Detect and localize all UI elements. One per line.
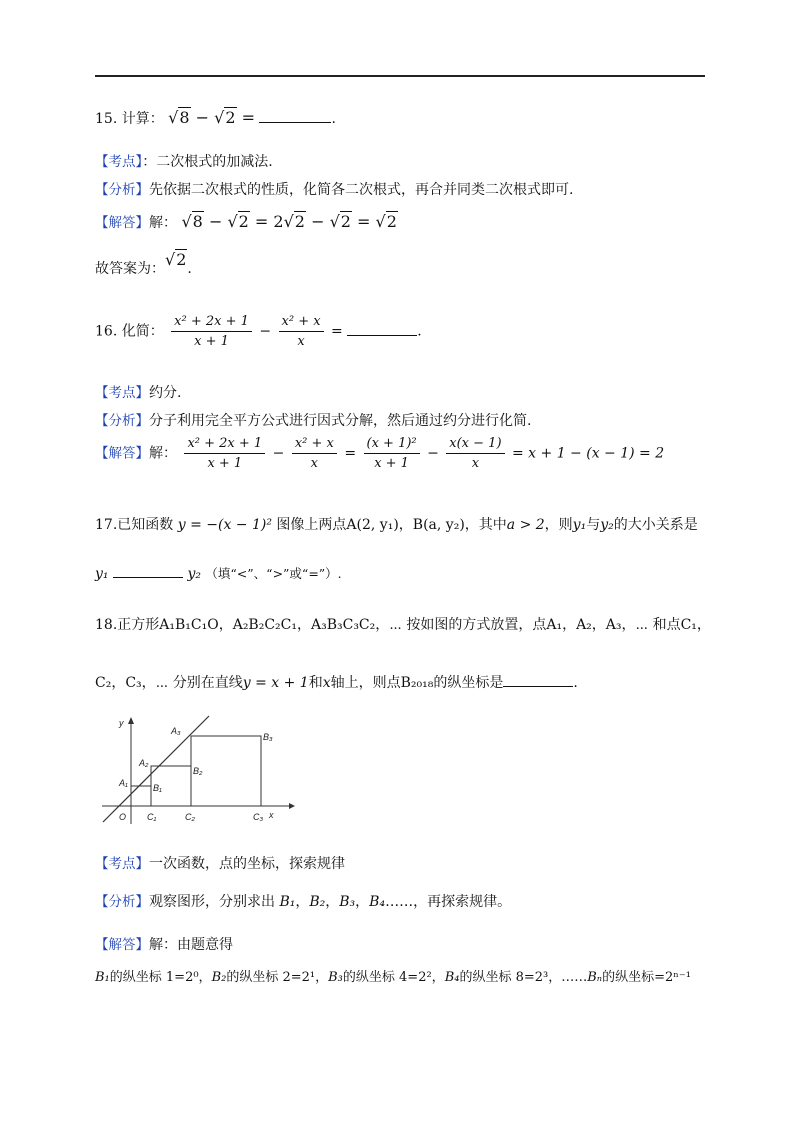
kaodian-tag: 【考点】 (95, 856, 149, 872)
question-number: 18. (95, 617, 118, 633)
label-O: O (119, 812, 127, 822)
q17-line2: y₁ y₂ （填“<”、“>”或“=”）. (95, 566, 342, 582)
fraction: $\frac{\text{(x + 1)²}}{x + 1}$ (364, 436, 420, 471)
fraction: $\frac{\text{x² + x}}{x}$ (279, 314, 324, 349)
label-B1: B₁ (153, 783, 162, 793)
label-C2: C₂ (185, 812, 195, 822)
label-A1: A₁ (119, 778, 128, 788)
fraction: $\frac{\text{x² + 2x + 1}}{x + 1}$ (171, 314, 252, 349)
solution-expression: √8 − √2 = 2√2 − √2 = √2 (181, 212, 397, 231)
label-A2: A₂ (139, 758, 149, 768)
q15-stem: 15. 计算： √8 − √2 = . (95, 108, 336, 127)
squares-figure (97, 712, 297, 832)
q18-result: B₁的纵坐标 1=2⁰，B₂的纵坐标 2=2¹，B₃的纵坐标 4=2²，B₄的纵坐标 8=2³，……Bₙ的纵坐标=2ⁿ⁻¹ (95, 970, 691, 985)
fraction: $\frac{\text{x² + x}}{x}$ (292, 436, 337, 471)
question-number: 15. (95, 111, 118, 127)
jieda-tag: 【解答】 (95, 937, 149, 953)
question-prompt: 计算： (121, 111, 164, 127)
expression: √8 − √2 = (168, 108, 256, 127)
answer-blank (113, 577, 183, 578)
jieda-tag: 【解答】 (95, 445, 149, 462)
fraction: $\frac{\text{x² + 2x + 1}}{x + 1}$ (184, 436, 265, 471)
q15-jieda: 【解答】解： √8 − √2 = 2√2 − √2 = √2 (95, 212, 397, 231)
x-axis-arrow (289, 803, 295, 809)
question-number: 16. (95, 323, 118, 340)
label-A3: A₃ (171, 726, 181, 736)
header-rule (95, 75, 705, 77)
q18-kaodian: 【考点】一次函数，点的坐标，探索规律 (95, 856, 345, 872)
solution-tail: = x + 1 − (x − 1) = 2 (511, 445, 665, 462)
answer-blank (347, 335, 417, 336)
q15-kaodian: 【考点】：二次根式的加减法. (95, 154, 273, 170)
q16-jieda: 【解答】解： $\frac{\text{x² + 2x + 1}}{x + 1}$ − $\frac{\text{x² + x}}{x}$ = $\frac{\text{(x + 1)²}}{x + 1}$ − $\frac{x(x - 1)}{x}$ = x + 1 − (x − 1) = 2 (95, 436, 665, 471)
square-1 (131, 786, 151, 806)
fenxi-tag: 【分析】 (95, 182, 149, 198)
fenxi-tag: 【分析】 (95, 413, 149, 429)
q15-answer: 故答案为：√2. (95, 250, 192, 277)
q18-jieda: 【解答】解：由题意得 (95, 937, 233, 953)
q16-stem: 16. 化简： $\frac{\text{x² + 2x + 1}}{x + 1}$ − $\frac{\text{x² + x}}{x}$ = . (95, 314, 422, 349)
question-prompt: 化简： (121, 323, 164, 340)
y-axis-arrow (128, 717, 134, 724)
fraction: $\frac{x(x - 1)}{x}$ (446, 436, 504, 471)
q16-kaodian: 【考点】约分. (95, 385, 182, 401)
q18-stem: 18.正方形A₁B₁C₁O，A₂B₂C₂C₁，A₃B₃C₃C₂，⋯ 按如图的方式放置，点A₁，A₂，A₃，⋯ 和点C₁， (95, 617, 711, 633)
question-number: 17. (95, 517, 118, 533)
answer-blank (259, 122, 331, 123)
q18-line2: C₂，C₃，⋯ 分别在直线y = x + 1和x轴上，则点B₂₀₁₈的纵坐标是 . (95, 675, 578, 691)
label-y: y (119, 718, 124, 728)
label-C1: C₁ (147, 812, 157, 822)
q18-fenxi: 【分析】观察图形，分别求出 B₁，B₂，B₃，B₄……，再探索规律。 (95, 894, 512, 910)
q15-fenxi: 【分析】先依据二次根式的性质，化简各二次根式，再合并同类二次根式即可. (95, 182, 574, 198)
kaodian-tag: 【考点】 (95, 154, 143, 170)
kaodian-tag: 【考点】 (95, 385, 149, 401)
fenxi-tag: 【分析】 (95, 894, 149, 910)
label-B2: B₂ (193, 766, 203, 776)
q17-stem: 17.已知函数 y = −(x − 1)² 图像上两点A(2, y₁)，B(a, y₂)，其中a > 2，则y₁与y₂的大小关系是 (95, 517, 698, 533)
label-C3: C₃ (253, 812, 264, 822)
q16-fenxi: 【分析】分子利用完全平方公式进行因式分解，然后通过约分进行化简. (95, 413, 532, 429)
answer-blank (503, 686, 573, 687)
label-B3: B₃ (263, 732, 273, 742)
jieda-tag: 【解答】 (95, 215, 149, 231)
label-x: x (269, 810, 274, 820)
